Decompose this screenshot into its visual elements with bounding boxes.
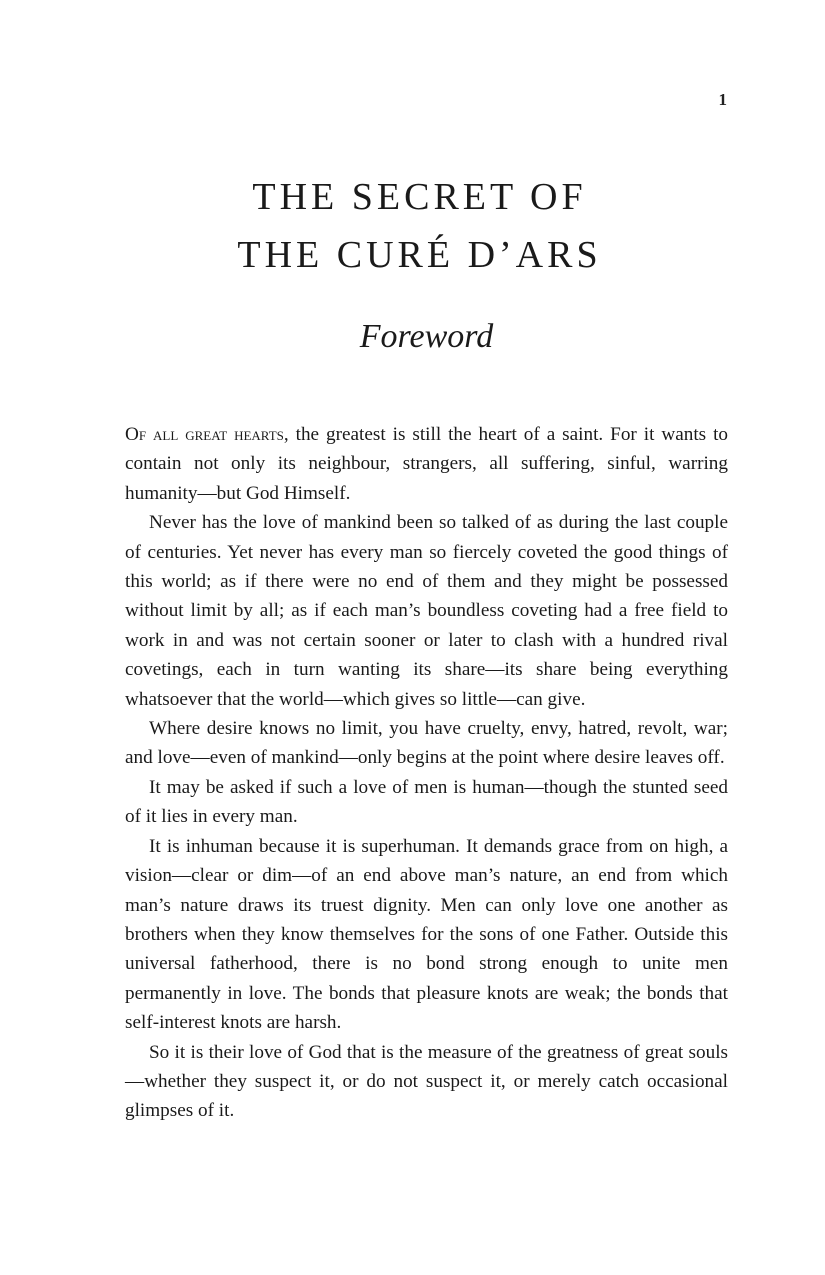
title-line-1: THE SECRET OF [252, 176, 587, 218]
paragraph-4: It may be asked if such a love of men is human—though the stunted seed of it lies in every man. [125, 776, 728, 828]
paragraph-1-text: the greatest is still the heart of a saint. For it wants to contain not only its neighbour, strangers, all suffering, sinful, warring humanity—but God Himself. [125, 424, 728, 504]
paragraph-3: Where desire knows no limit, you have cruelty, envy, hatred, revolt, war; and love—even of mankind—only begins at the point where desire leaves off. [125, 718, 728, 769]
paragraph-6: So it is their love of God that is the measure of the greatness of great souls—whether they suspect it, or do not suspect it, or merely catch occasional glimpses of it. [125, 1041, 728, 1122]
paragraph-5: It is inhuman because it is superhuman. It demands grace from on high, a vision—clear or dim—of an end above man’s nature, an end from which man’s nature draws its truest dignity. Men can only love one another as brothers when they know themselves for the sons of one Father. Outside this universal fatherhood, there is no bond strong enough to unite men permanently in love. The bonds that pleasure knots are weak; the bonds that self-interest knots are harsh. [125, 835, 728, 1034]
page-number: 1 [718, 90, 727, 109]
body-text [125, 420, 728, 1126]
page-title [0, 168, 825, 284]
section-heading: Foreword [359, 318, 494, 355]
paragraph-2: Never has the love of mankind been so talked of as during the last couple of centuries. Yet never has every man so fiercely coveted the good things of this world; as if there were no end of them and they might be possessed without limit by all; as if each man’s boundless coveting had a free field to work in and was not certain sooner or later to clash with a hundred rival covetings, each in turn wanting its share—its share being everything whatsoever that the world—which gives so little—can give. [125, 512, 728, 710]
paragraph-lead: Of all great hearts, [125, 424, 289, 445]
title-line-2: THE CURÉ D’ARS [237, 234, 602, 276]
paragraph-1 [125, 420, 728, 508]
